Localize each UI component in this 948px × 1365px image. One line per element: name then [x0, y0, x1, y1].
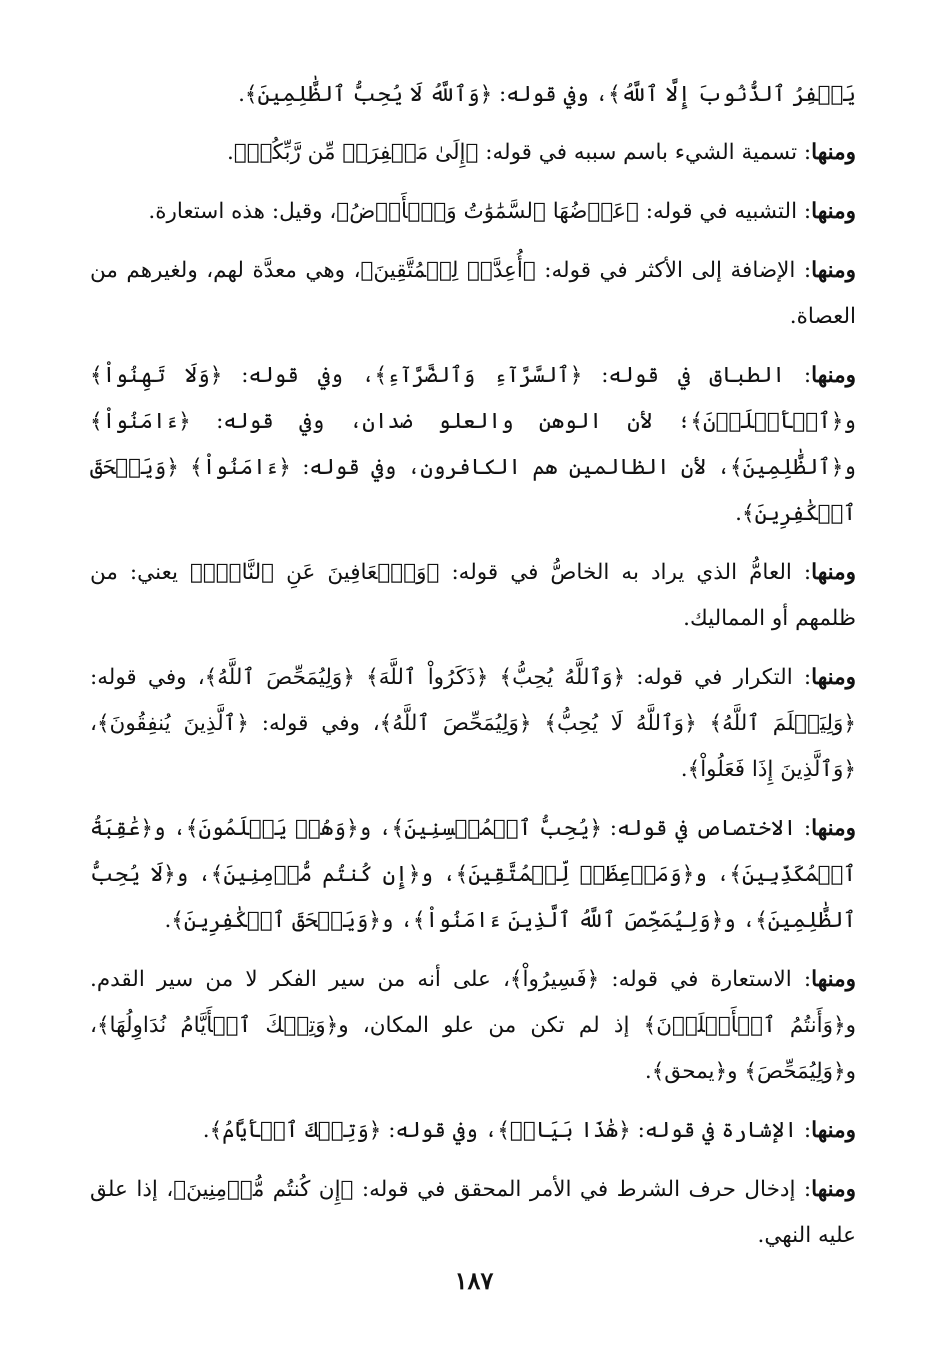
paragraph-general-specific	[90, 550, 856, 642]
paragraph-term: ومنها	[811, 560, 856, 585]
paragraph-majority	[90, 248, 856, 340]
paragraph-text: : العامُّ الذي يراد به الخاصُّ في قوله: ﴿وَٱلۡعَافِينَ عَنِ ٱلنَّاسِۗ﴾ يعني: من ظلمهم أو المماليك.	[90, 560, 856, 631]
paragraph-term: ومنها	[811, 363, 856, 388]
paragraph-cause-naming	[90, 130, 856, 176]
paragraph-text: يَغۡفِرُ ٱلذُّنُوبَ إِلَّا ٱللَّهُ﴾، وفي قوله: ﴿وَٱللَّهُ لَا يُحِبُّ ٱلظَّٰلِمِينَ﴾.	[238, 82, 856, 107]
paragraph-term: ومنها	[811, 967, 856, 992]
paragraph-condition	[90, 1167, 856, 1259]
paragraph-text: : التشبيه في قوله: ﴿عَرۡضُهَا ٱلسَّمَٰوَٰتُ وَٱلۡأَرۡضُ﴾، وقيل: هذه استعارة.	[148, 199, 812, 224]
page-number: ١٨٧	[454, 1266, 494, 1295]
paragraph-term: ومنها	[811, 1177, 856, 1202]
paragraph-metaphor	[90, 957, 856, 1095]
paragraph-text: : الاستعارة في قوله: ﴿فَسِيرُواْ﴾، على أنه من سير الفكر لا من سير القدم. و﴿وَأَنتُمُ ٱلۡأَعۡلَوۡنَ﴾ إذ لم تكن من علو المكان، و﴿وَتِلۡكَ ٱلۡأَيَّامُ نُدَاوِلُهَا﴾، و﴿وَلِيُمَحِّصَ﴾ و﴿يمحق﴾.	[90, 967, 856, 1084]
paragraph-text: : تسمية الشيء باسم سببه في قوله: ﴿إِلَىٰ مَغۡفِرَةٖ مِّن رَّبِّكُمۡ﴾.	[227, 140, 812, 165]
paragraph-text: : التكرار في قوله: ﴿وَٱللَّهُ يُحِبُّ﴾ ﴿ذَكَرُواْ ٱللَّهَ﴾ ﴿وَلِيُمَحِّصَ ٱللَّهُ﴾، وفي قوله: ﴿وَلِيَعۡلَمَ ٱللَّهُ﴾ ﴿وَٱللَّهُ لَا يُحِبُّ﴾ ﴿وَلِيُمَحِّصَ ٱللَّهُ﴾، وفي قوله: ﴿ٱلَّذِينَ يُنفِقُونَ﴾، ﴿وَٱلَّذِينَ إِذَا فَعَلُواْ﴾.	[90, 665, 856, 782]
paragraph-simile	[90, 189, 856, 235]
paragraph-text: : الاختصاص في قوله: ﴿يُحِبُّ ٱلۡمُحۡسِنِينَ﴾، و﴿وَهُمۡ يَعۡلَمُونَ﴾، و﴿عَٰقِبَةُ ٱلۡمُكَذِّبِينَ﴾، و﴿وَمَوۡعِظَةٞ لِّلۡمُتَّقِينَ﴾، و﴿إِن كُنتُم مُّؤۡمِنِينَ﴾، و﴿لَا يُحِبُّ ٱلظَّٰلِمِينَ﴾، و﴿وَلِيُمَحِّصَ ٱللَّهُ ٱلَّذِينَ ءَامَنُواْ﴾، و﴿وَيَمۡحَقَ ٱلۡكَٰفِرِينَ﴾.	[90, 816, 856, 933]
paragraph-indication	[90, 1108, 856, 1154]
paragraph-specification	[90, 806, 856, 944]
paragraph-term: ومنها	[811, 258, 856, 283]
paragraph-repetition	[90, 655, 856, 793]
paragraph-term: ومنها	[811, 665, 856, 690]
page-body	[90, 72, 856, 1272]
paragraph-text: : الإشارة في قوله: ﴿هَٰذَا بَيَانٞ﴾، وفي قوله: ﴿وَتِلۡكَ ٱلۡأَيَّامُ﴾.	[202, 1118, 812, 1143]
paragraph-term: ومنها	[811, 1118, 856, 1143]
paragraph-term: ومنها	[811, 816, 856, 841]
paragraph-text: : الطباق في قوله: ﴿ٱلسَّرَّآءِ وَٱلضَّرَّآءِ﴾، وفي قوله: ﴿وَلَا تَهِنُواْ﴾ و﴿ٱلۡأَعۡلَوۡنَ﴾؛ لأن الوهن والعلو ضدان، وفي قوله: ﴿ءَامَنُواْ﴾ و﴿ٱلظَّٰلِمِينَ﴾، لأن الظالمين هم الكافرون، وفي قوله: ﴿ءَامَنُواْ﴾ ﴿وَيَمۡحَقَ ٱلۡكَٰفِرِينَ﴾.	[90, 363, 856, 526]
paragraph-term: ومنها	[811, 199, 856, 224]
paragraph-term: ومنها	[811, 140, 856, 165]
paragraph-text: : إدخال حرف الشرط في الأمر المحقق في قوله: ﴿إِن كُنتُم مُّؤۡمِنِينَ﴾، إذا علق عليه النهي.	[90, 1177, 856, 1248]
paragraph-text: : الإضافة إلى الأكثر في قوله: ﴿أُعِدَّتۡ لِلۡمُتَّقِينَ﴾، وهي معدَّة لهم، ولغيرهم من العصاة.	[90, 258, 856, 329]
paragraph-antithesis	[90, 353, 856, 537]
paragraph-continuation	[90, 72, 856, 118]
